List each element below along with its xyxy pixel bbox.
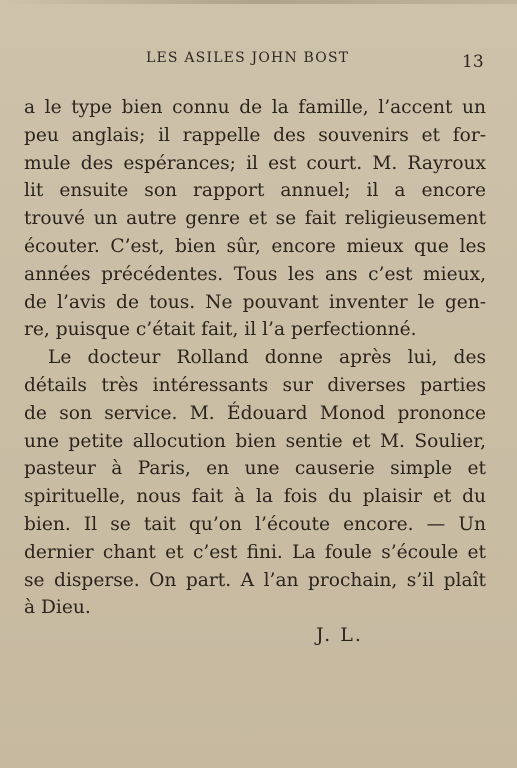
text-line: de l’avis de tous. Ne pouvant inventer le gen- [24, 291, 486, 313]
text-line: écouter. C’est, bien sûr, encore mieux que les [24, 235, 486, 257]
running-header [0, 50, 517, 74]
running-title: LES ASILES JOHN BOST [146, 50, 350, 66]
text-line: pasteur à Paris, en une causerie simple et [24, 458, 486, 480]
text-line: mule des espérances; il est court. M. Rayroux [24, 152, 486, 174]
text-line: re, puisque c’était fait, il l’a perfectionné. [24, 319, 417, 341]
text-line: trouvé un autre genre et se fait religieusement [24, 208, 486, 230]
text-line: se disperse. On part. A l’an prochain, s’il plaît [24, 569, 486, 591]
text-line: lit ensuite son rapport annuel; il a encore [24, 180, 486, 202]
text-line: détails très intéressants sur diverses parties [24, 374, 486, 396]
page-number: 13 [462, 52, 484, 72]
author-signature: J. L. [316, 624, 363, 646]
text-line: bien. Il se tait qu’on l’écoute encore. — Un [24, 513, 486, 535]
text-line: spirituelle, nous fait à la fois du plaisir et du [24, 486, 486, 508]
text-line: à Dieu. [24, 597, 91, 619]
body-text [24, 94, 486, 622]
text-line: de son service. M. Édouard Monod prononce [24, 402, 486, 424]
text-line: a le type bien connu de la famille, l’accent un [24, 97, 486, 118]
text-line: Le docteur Rolland donne après lui, des [48, 347, 486, 369]
page-top-edge [0, 0, 517, 4]
text-line: années précédentes. Tous les ans c’est mieux, [24, 263, 486, 285]
text-line: dernier chant et c’est fini. La foule s’écoule et [24, 541, 486, 563]
text-line: une petite allocution bien sentie et M. Soulier, [24, 430, 486, 452]
text-line: peu anglais; il rappelle des souvenirs et for- [24, 124, 486, 146]
